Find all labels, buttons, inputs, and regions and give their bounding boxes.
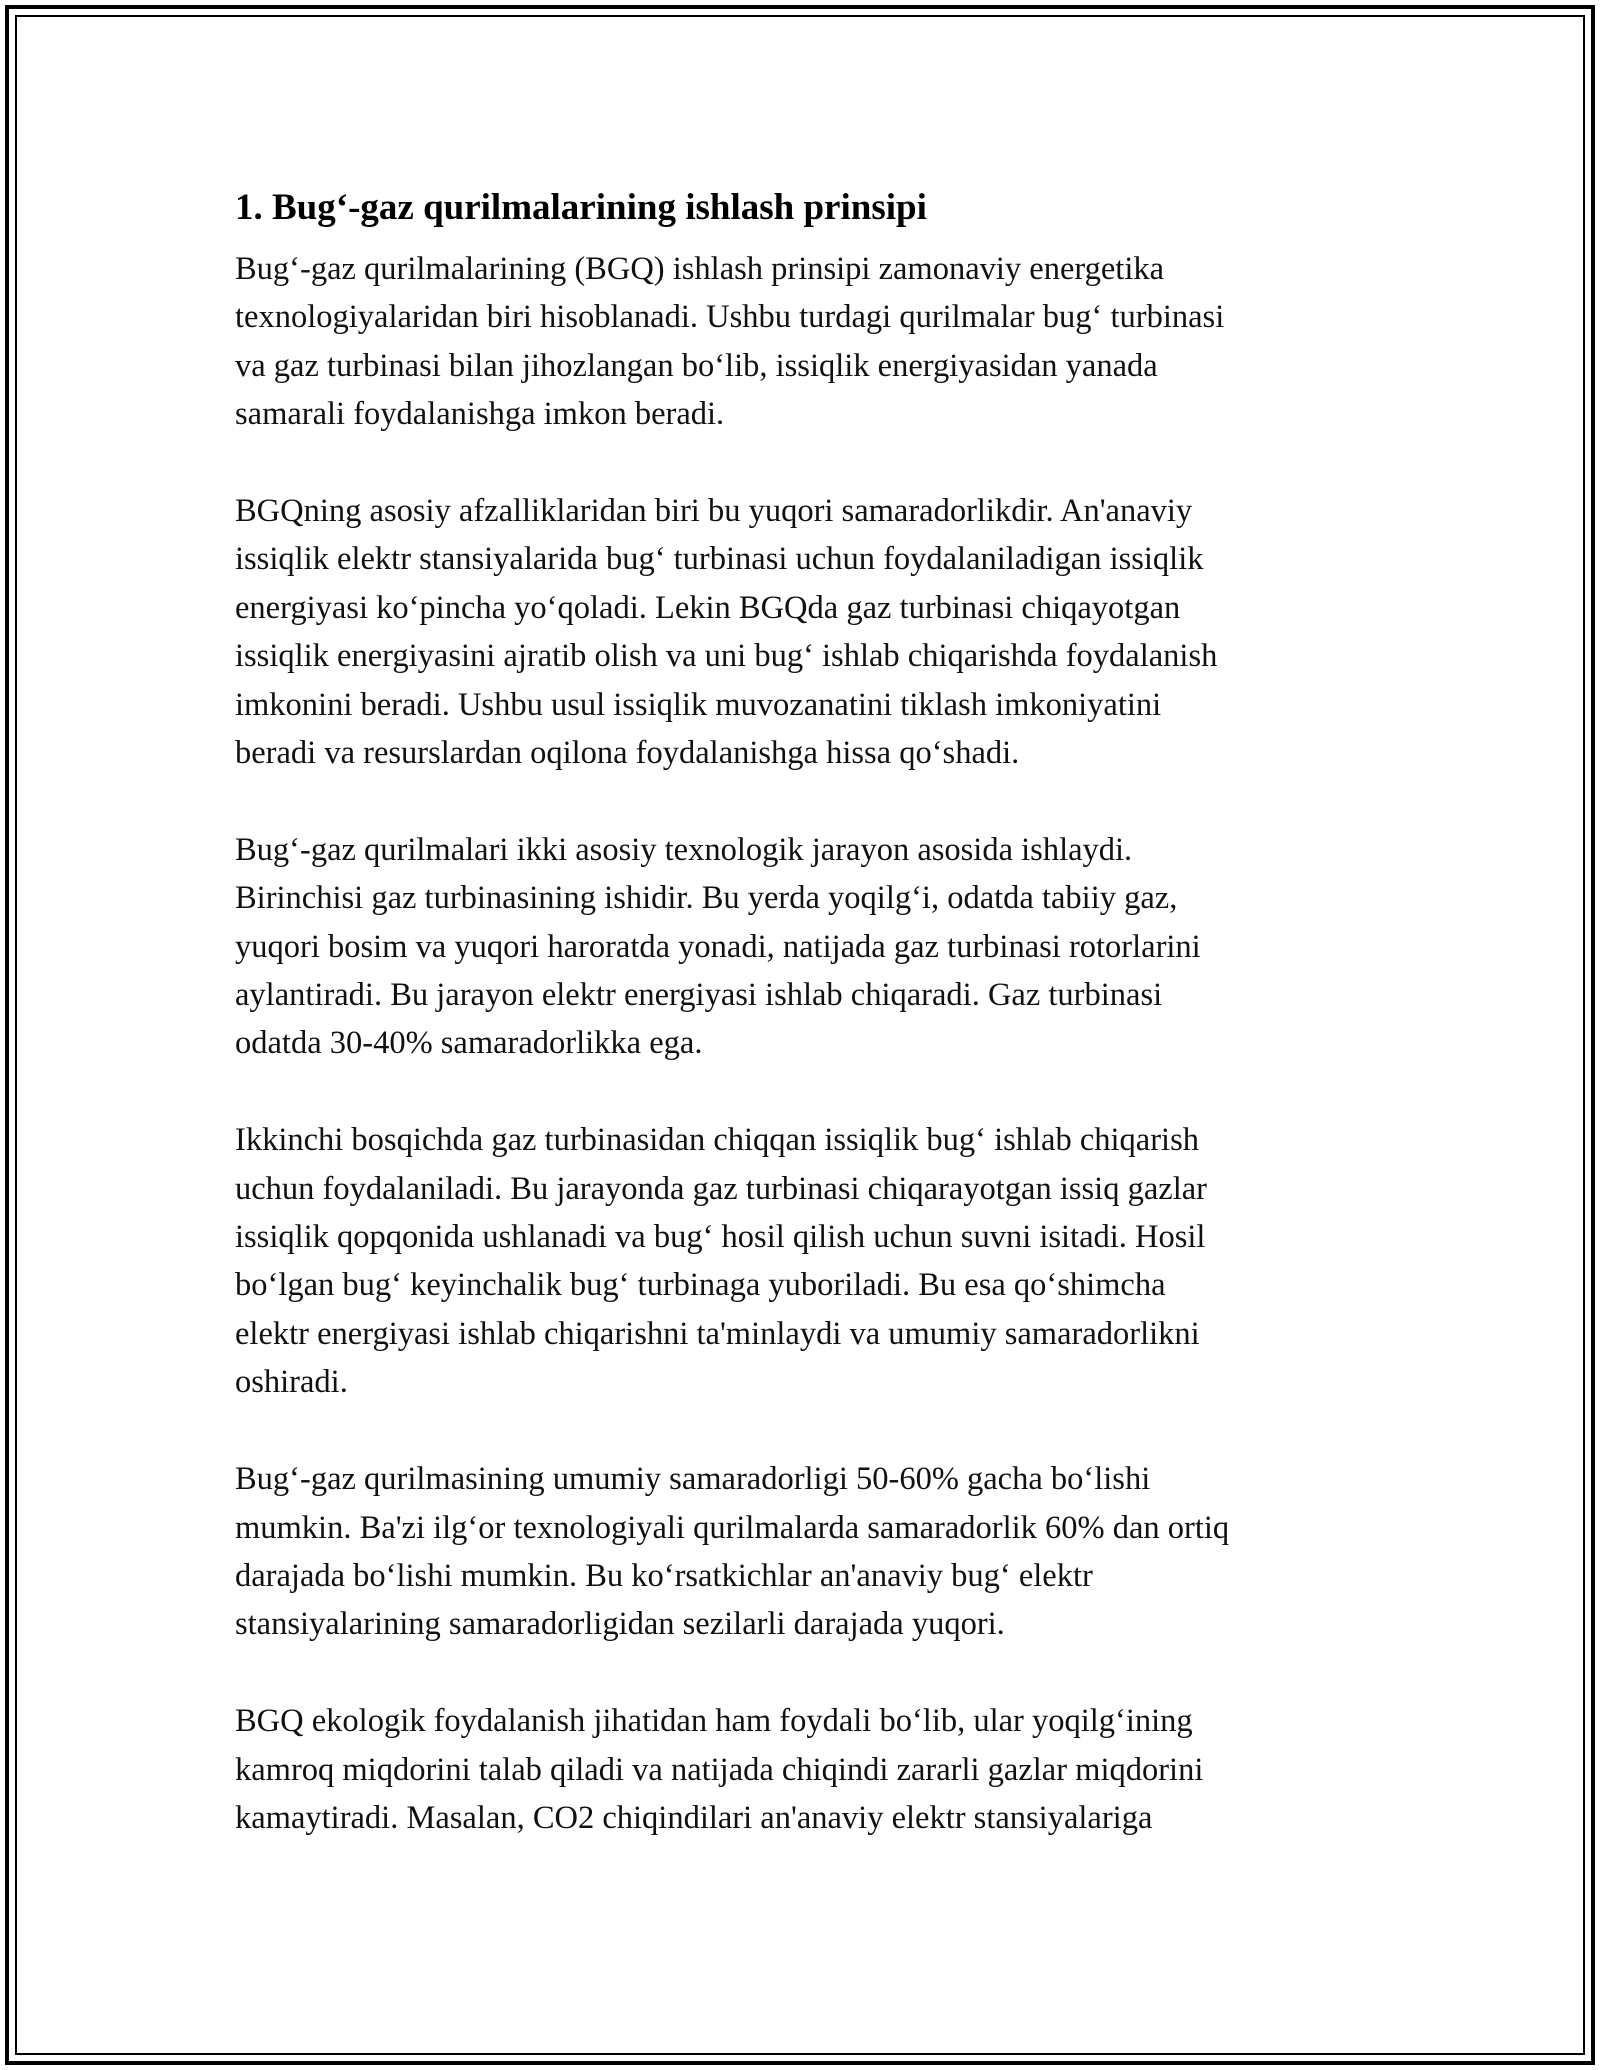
text-line: Ikkinchi bosqichda gaz turbinasidan chiqqan issiqlik bug‘ ishlab chiqarish [235,1122,1199,1159]
text-line: energiyasi ko‘pincha yo‘qoladi. Lekin BGQda gaz turbinasi chiqayotgan [235,589,1181,626]
section-heading: 1. Bug‘-gaz qurilmalarining ishlash prinsipi [235,187,927,228]
text-line: imkonini beradi. Ushbu usul issiqlik muvozanatini tiklash imkoniyatini [235,686,1162,723]
paragraph-5 [235,1455,1375,1649]
paragraph-2 [235,487,1375,777]
paragraph-4 [235,1116,1375,1406]
text-line: bo‘lgan bug‘ keyinchalik bug‘ turbinaga yuboriladi. Bu esa qo‘shimcha [235,1267,1166,1304]
text-line: issiqlik qopqonida ushlanadi va bug‘ hosil qilish uchun suvni isitadi. Hosil [235,1219,1206,1256]
text-line: samarali foydalanishga imkon beradi. [235,396,725,433]
text-line: issiqlik elektr stansiyalarida bug‘ turbinasi uchun foydalaniladigan issiqlik [235,541,1204,578]
text-line: uchun foydalaniladi. Bu jarayonda gaz turbinasi chiqarayotgan issiq gazlar [235,1170,1207,1207]
paragraph-3 [235,826,1375,1068]
text-line: texnologiyalaridan biri hisoblanadi. Ushbu turdagi qurilmalar bug‘ turbinasi [235,299,1225,336]
text-line: yuqori bosim va yuqori haroratda yonadi, natijada gaz turbinasi rotorlarini [235,928,1201,965]
text-line: Bug‘-gaz qurilmalarining (BGQ) ishlash prinsipi zamonaviy energetika [235,251,1165,287]
paragraph-6 [235,1697,1375,1842]
text-line: BGQning asosiy afzalliklaridan biri bu yuqori samaradorlikdir. An'anaviy [235,493,1193,530]
text-line: va gaz turbinasi bilan jihozlangan bo‘lib, issiqlik energiyasidan yanada [235,347,1158,384]
text-line: beradi va resurslardan oqilona foydalanishga hissa qo‘shadi. [235,735,1020,772]
text-line: kamaytiradi. Masalan, CO2 chiqindilari an'anaviy elektr stansiyalariga [235,1799,1153,1836]
text-line: odatda 30-40% samaradorlikka ega. [235,1025,703,1062]
text-line: kamroq miqdorini talab qiladi va natijada chiqindi zararli gazlar miqdorini [235,1751,1204,1788]
text-line: elektr energiyasi ishlab chiqarishni ta'minlaydi va umumiy samaradorlikni [235,1315,1200,1352]
text-line: stansiyalarining samaradorligidan sezilarli darajada yuqori. [235,1606,1005,1643]
text-line: darajada bo‘lishi mumkin. Bu ko‘rsatkichlar an'anaviy bug‘ elektr [235,1557,1093,1594]
text-line: mumkin. Ba'zi ilg‘or texnologiyali qurilmalarda samaradorlik 60% dan ortiq [235,1509,1230,1546]
text-line: Bug‘-gaz qurilmalari ikki asosiy texnologik jarayon asosida ishlaydi. [235,831,1133,868]
text-line: Birinchisi gaz turbinasining ishidir. Bu yerda yoqilg‘i, odatda tabiiy gaz, [235,880,1178,917]
text-line: issiqlik energiyasini ajratib olish va uni bug‘ ishlab chiqarishda foydalanish [235,638,1218,675]
text-line: Bug‘-gaz qurilmasining umumiy samaradorligi 50-60% gacha bo‘lishi [235,1461,1151,1498]
text-line: BGQ ekologik foydalanish jihatidan ham foydali bo‘lib, ular yoqilg‘ining [235,1703,1193,1740]
text-line: aylantiradi. Bu jarayon elektr energiyasi ishlab chiqaradi. Gaz turbinasi [235,977,1163,1014]
document-content [235,185,1375,1891]
text-line: oshiradi. [235,1364,348,1401]
paragraph-1 [235,245,1375,439]
